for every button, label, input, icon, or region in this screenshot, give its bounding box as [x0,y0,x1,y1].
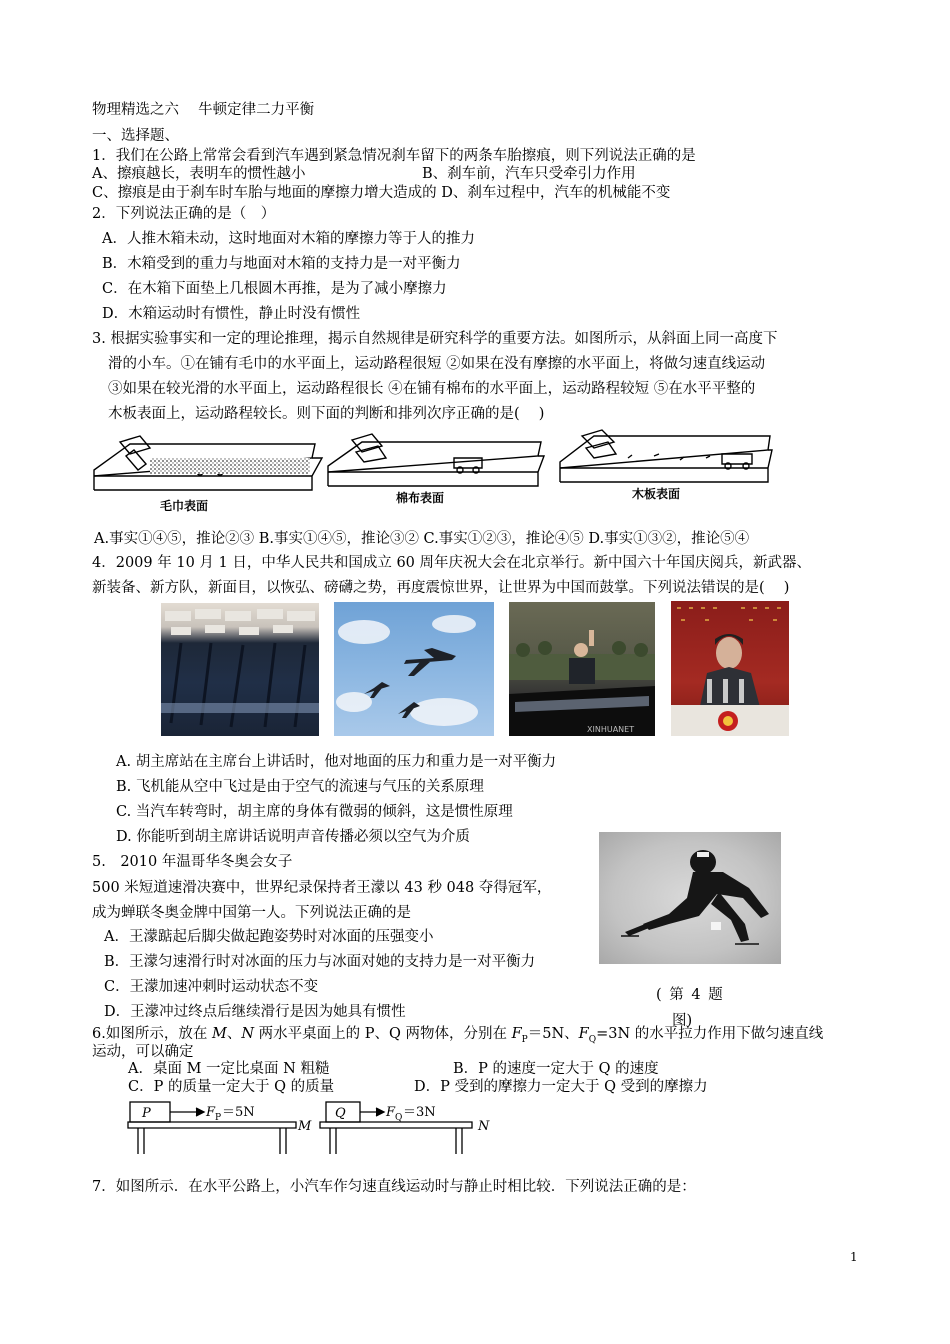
q6-option-b: B．P 的速度一定大于 Q 的速度 [453,1061,659,1077]
document-title: 物理精选之六 牛顿定律二力平衡 [92,102,315,118]
q4-stem-line2: 新装备、新方队，新面目，以恢弘、磅礴之势，再度震惊世界，让世界为中国而鼓掌。下列说法错误的是( ) [92,580,790,596]
q5-stem-line1: 5. 2010 年温哥华冬奥会女子 [92,854,293,870]
q6-force-p-sub: P [215,1113,222,1123]
q6-stem-line1: 6.如图所示，放在 M、N 两水平桌面上的 P、Q 两物体，分别在 $F_P=5N$、$F_Q=3N$ 的水平拉力作用下做匀速直线 [92,1026,824,1045]
q2-stem: 2．下列说法正确的是（ ） [92,206,276,222]
q5-option-c: C．王濛加速冲刺时运动状态不变 [104,979,319,995]
q2-option-a: A．人推木箱未动，这时地面对木箱的摩擦力等于人的推力 [102,231,475,247]
q4-stem-line1: 4．2009 年 10 月 1 日，中华人民共和国成立 60 周年庆祝大会在北京举行。新中国六十年国庆阅兵，新武器、 [92,555,812,571]
q6-tables-figure [126,1098,498,1156]
q3-stem-line2: 滑的小车。①在铺有毛巾的水平面上，运动路程很短 ②如果在没有摩擦的水平面上，将做匀速直线运动 [108,356,766,372]
q4-option-d: D. 你能听到胡主席讲话说明声音传播必须以空气为介质 [116,829,470,845]
q3-label-cotton: 棉布表面 [396,491,445,505]
q5-option-a: A．王濛踮起后脚尖做起跑姿势时对冰面的压强变小 [104,929,434,945]
q4-option-a: A. 胡主席站在主席台上讲话时，他对地面的压力和重力是一对平衡力 [116,754,557,770]
q5-figure-caption-2: 图) [672,1013,693,1029]
q1-stem: 1．我们在公路上常常会看到汽车遇到紧急情况刹车留下的两条车胎擦痕，则下列说法正确的是 [92,148,696,164]
speed-skater-photo [599,832,781,964]
q6-option-a: A．桌面 M 一定比桌面 N 粗糙 [128,1061,330,1077]
q3-options: A.事实①④⑤，推论②③ B.事实①④⑤，推论③② C.事实①②③，推论④⑤ D.事实①③②，推论⑤④ [94,531,750,547]
q5-option-b: B．王濛匀速滑行时对冰面的压力与冰面对她的支持力是一对平衡力 [104,954,536,970]
q1-option-a: A、擦痕越长，表明车的惯性越小 [92,166,306,182]
q4-option-c: C. 当汽车转弯时，胡主席的身体有微弱的倾斜，这是惯性原理 [116,804,513,820]
q6-option-d: D．P 受到的摩擦力一定大于 Q 受到的摩擦力 [414,1079,708,1095]
q3-inclined-plane-figure [90,428,780,520]
q6-force-p-value: ＝5N [222,1105,255,1120]
q3-stem-line1: 3. 根据实验事实和一定的理论推理，揭示自然规律是研究科学的重要方法。如图所示，从斜面上同一高度下 [92,331,778,347]
q1-option-b: B、刹车前，汽车只受牵引力作用 [422,166,636,182]
q6-table-m-label: M [298,1119,312,1134]
q6-block-q: Q [335,1106,346,1121]
q6-table-n-label: N [478,1119,490,1134]
q3-stem-line4: 木板表面上，运动路程较长。则下面的判断和排列次序正确的是( ) [108,406,545,422]
q5-stem-line3: 成为蝉联冬奥金牌中国第一人。下列说法正确的是 [92,905,411,921]
photo-watermark: XINHUANET [587,725,635,734]
parade-soldiers-photo [161,603,319,736]
aircraft-formation-photo [334,602,494,736]
section-heading: 一、选择题、 [92,128,179,144]
q5-option-d: D．王濛冲过终点后继续滑行是因为她具有惯性 [104,1004,406,1020]
q7-stem: 7．如图所示．在水平公路上，小汽车作匀速直线运动时与静止时相比较．下列说法正确的是： [92,1179,696,1195]
q6-force-q-symbol: F [386,1105,396,1120]
leader-speech-photo [671,601,789,736]
page-number: 1 [850,1250,858,1264]
q5-figure-caption-1: ( 第 4 题 [656,987,723,1003]
q6-option-c: C．P 的质量一定大于 Q 的质量 [128,1079,335,1095]
q5-stem-line2: 500 米短道速滑决赛中，世界纪录保持者王濛以 43 秒 048 夺得冠军， [92,880,552,896]
q4-option-b: B. 飞机能从空中飞过是由于空气的流速与气压的关系原理 [116,779,484,795]
q6-stem-line2: 运动，可以确定 [92,1044,194,1060]
q6-force-p-symbol: F [206,1105,216,1120]
q2-option-c: C．在木箱下面垫上几根圆木再推，是为了减小摩擦力 [102,281,447,297]
q6-force-q-sub: Q [395,1113,403,1123]
q2-option-d: D．木箱运动时有惯性，静止时没有惯性 [102,306,361,322]
q1-option-cd: C、擦痕是由于刹车时车胎与地面的摩擦力增大造成的 D、刹车过程中，汽车的机械能不变 [92,185,671,201]
q6-block-p: P [142,1106,151,1121]
q3-label-towel: 毛巾表面 [160,499,209,513]
q6-force-q-value: ＝3N [403,1105,436,1120]
leader-in-car-photo [509,602,655,736]
q2-option-b: B．木箱受到的重力与地面对木箱的支持力是一对平衡力 [102,256,461,272]
q3-stem-line3: ③如果在较光滑的水平面上，运动路程很长 ④在铺有棉布的水平面上，运动路程较短 ⑤在水平平整的 [108,381,756,397]
q3-label-wood: 木板表面 [632,487,681,501]
